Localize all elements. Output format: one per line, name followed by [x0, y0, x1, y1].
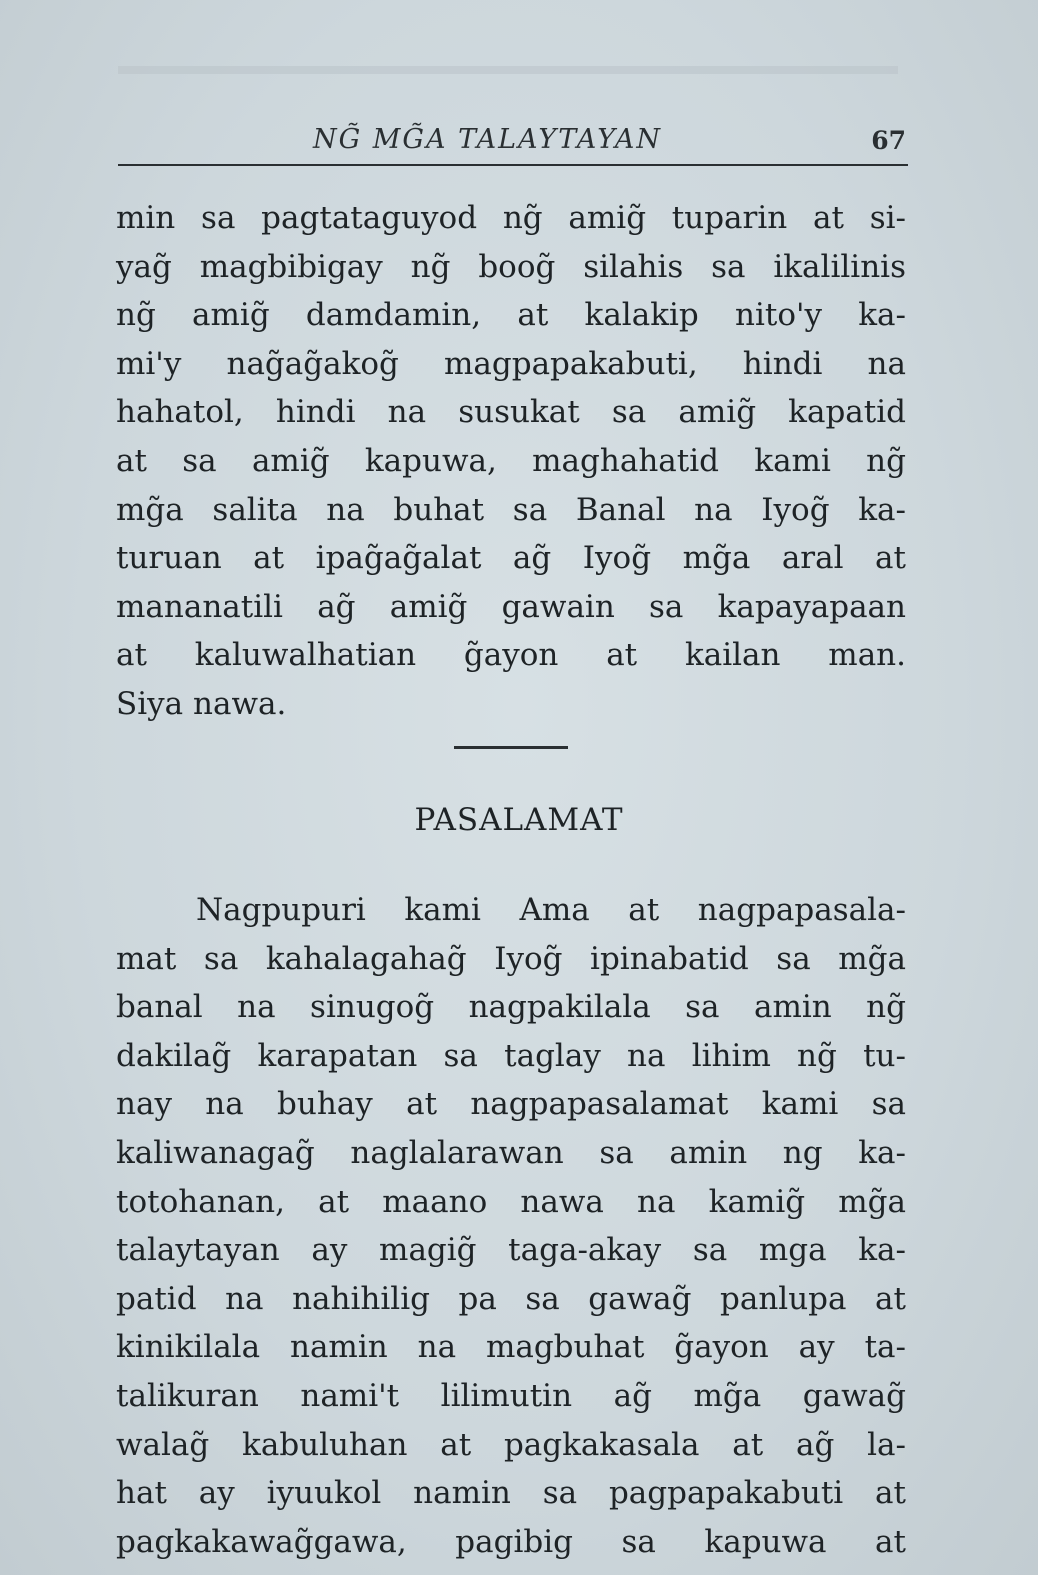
bleed-through-rule	[118, 66, 898, 74]
text-line: Siya nawa.	[116, 685, 287, 722]
text-line: dakilag̃ karapatan sa taglay na lihim ng̃ tu-	[116, 1037, 906, 1074]
text-line: kaliwanagag̃ naglalarawan sa amin ng ka-	[116, 1134, 906, 1171]
text-line: at kaluwalhatian g̃ayon at kailan man.	[116, 637, 906, 674]
section-divider	[454, 746, 568, 749]
text-line: totohanan, at maano nawa na kamig̃ mg̃a	[116, 1183, 906, 1220]
text-line: talikuran nami't lilimutin ag̃ mg̃a gawag̃	[116, 1377, 906, 1414]
text-line: min sa pagtataguyod ng̃ amig̃ tuparin at si-	[116, 200, 906, 236]
text-line: patid na nahihilig pa sa gawag̃ panlupa at	[116, 1280, 906, 1317]
text-line: mananatili ag̃ amig̃ gawain sa kapayapaan	[116, 588, 906, 625]
text-line: pagkakawag̃gawa, pagibig sa kapuwa at	[116, 1523, 906, 1560]
text-line: at sa amig̃ kapuwa, maghahatid kami ng̃	[116, 442, 906, 479]
text-line: talaytayan ay magig̃ taga-akay sa mga ka-	[116, 1232, 906, 1269]
text-line: hat ay iyuukol namin sa pagpapakabuti at	[116, 1475, 906, 1512]
text-line: kinikilala namin na magbuhat g̃ayon ay ta-	[116, 1329, 906, 1366]
running-title: NG̃ MG̃A TALAYTAYAN	[313, 124, 663, 155]
text-line: yag̃ magbibigay ng̃ boog̃ silahis sa ikalilinis	[116, 248, 906, 285]
text-line: mg̃a salita na buhat sa Banal na Iyog̃ ka-	[116, 491, 906, 528]
text-line: walag̃ kabuluhan at pagkakasala at ag̃ la-	[116, 1426, 906, 1463]
text-line: nay na buhay at nagpapasalamat kami sa	[116, 1086, 906, 1123]
text-line: ng̃ amig̃ damdamin, at kalakip nito'y ka-	[116, 297, 906, 334]
section-heading: PASALAMAT	[414, 802, 624, 838]
paragraph-1	[116, 194, 906, 729]
paragraph-2	[116, 886, 906, 1566]
page-number: 67	[871, 126, 906, 155]
text-line: mat sa kahalagahag̃ Iyog̃ ipinabatid sa mg̃a	[116, 940, 906, 977]
running-header	[118, 120, 908, 166]
text-line: turuan at ipag̃ag̃alat ag̃ Iyog̃ mg̃a aral at	[116, 540, 906, 577]
text-line: banal na sinugog̃ nagpakilala sa amin ng̃	[116, 989, 906, 1026]
text-line: Nagpupuri kami Ama at nagpapasala-	[196, 892, 906, 928]
text-line: hahatol, hindi na susukat sa amig̃ kapatid	[116, 394, 906, 431]
text-line: mi'y nag̃ag̃akog̃ magpapakabuti, hindi na	[116, 345, 906, 382]
